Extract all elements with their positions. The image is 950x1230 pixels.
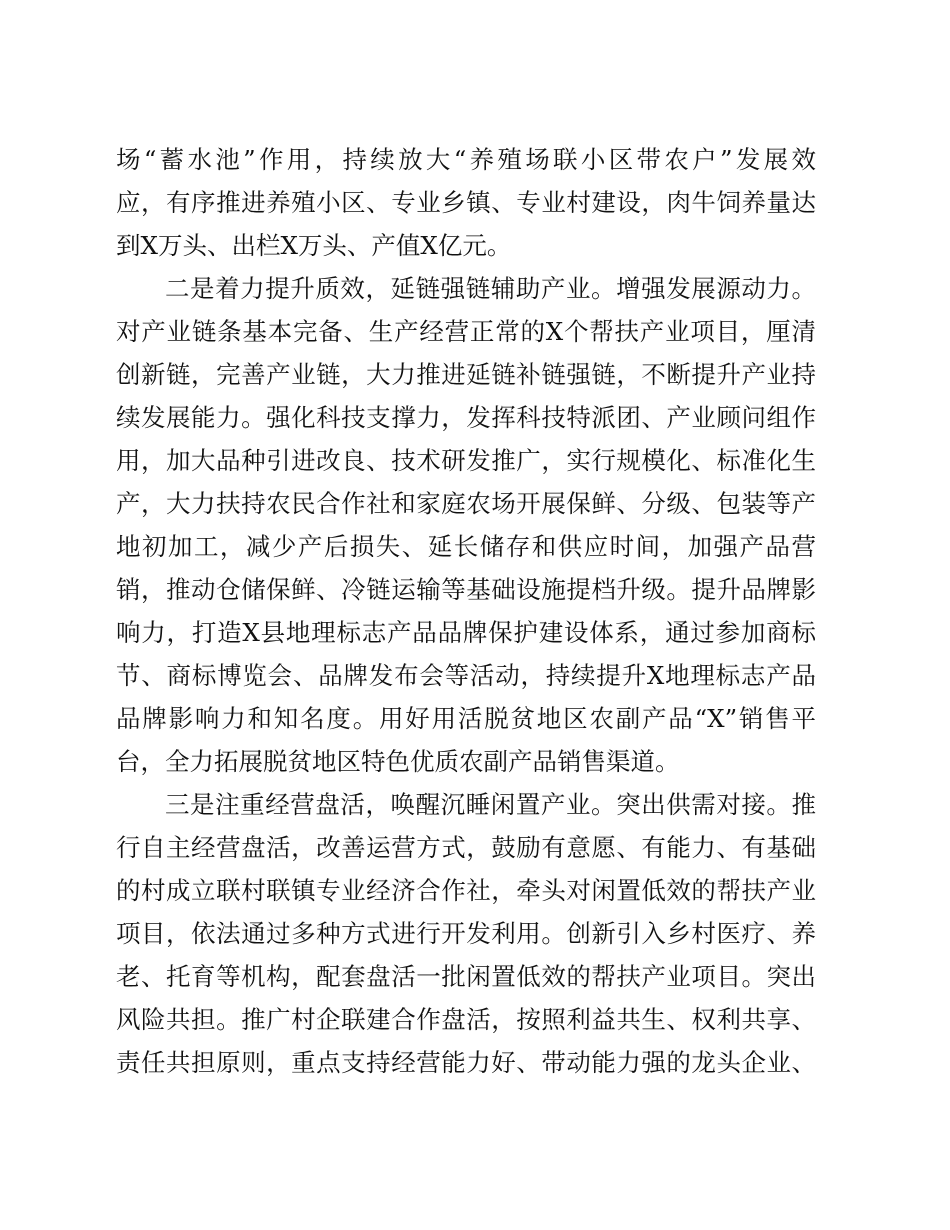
text-line: 行自主经营盘活，改善运营方式，鼓励有意愿、有能力、有基础 xyxy=(116,833,816,862)
text-line: 响力，打造X县地理标志产品品牌保护建设体系，通过参加商标 xyxy=(116,618,816,647)
text-line: 销，推动仓储保鲜、冷链运输等基础设施提档升级。提升品牌影 xyxy=(116,575,816,604)
text-line: 责任共担原则，重点支持经营能力好、带动能力强的龙头企业、 xyxy=(116,1048,816,1077)
text-line: 三是注重经营盘活，唤醒沉睡闲置产业。突出供需对接。推 xyxy=(165,790,816,819)
text-line: 风险共担。推广村企联建合作盘活，按照利益共生、权利共享、 xyxy=(116,1005,816,1034)
text-line: 地初加工，减少产后损失、延长储存和供应时间，加强产品营 xyxy=(116,532,816,561)
body-text xyxy=(116,138,816,1084)
text-line: 用，加大品种引进改良、技术研发推广，实行规模化、标准化生 xyxy=(116,446,816,475)
paragraph-1 xyxy=(116,138,816,267)
paragraph-3 xyxy=(116,783,816,1084)
text-line: 节、商标博览会、品牌发布会等活动，持续提升X地理标志产品 xyxy=(116,661,816,690)
text-line: 项目，依法通过多种方式进行开发利用。创新引入乡村医疗、养 xyxy=(116,919,816,948)
text-line: 创新链，完善产业链，大力推进延链补链强链，不断提升产业持 xyxy=(116,360,816,389)
text-line: 二是着力提升质效，延链强链辅助产业。增强发展源动力。 xyxy=(165,274,816,303)
text-line: 对产业链条基本完备、生产经营正常的X个帮扶产业项目，厘清 xyxy=(116,317,816,346)
text-line: 到X万头、出栏X万头、产值X亿元。 xyxy=(116,231,512,260)
text-line: 台，全力拓展脱贫地区特色优质农副产品销售渠道。 xyxy=(116,747,680,776)
text-line: 应，有序推进养殖小区、专业乡镇、专业村建设，肉牛饲养量达 xyxy=(116,188,816,217)
text-line: 品牌影响力和知名度。用好用活脱贫地区农副产品“X”销售平 xyxy=(116,704,816,733)
text-line: 老、托育等机构，配套盘活一批闲置低效的帮扶产业项目。突出 xyxy=(116,962,816,991)
text-line: 产，大力扶持农民合作社和家庭农场开展保鲜、分级、包装等产 xyxy=(116,489,816,518)
paragraph-2 xyxy=(116,267,816,783)
text-line: 续发展能力。强化科技支撑力，发挥科技特派团、产业顾问组作 xyxy=(116,403,816,432)
text-line: 场“蓄水池”作用，持续放大“养殖场联小区带农户”发展效 xyxy=(116,145,816,174)
text-line: 的村成立联村联镇专业经济合作社，牵头对闲置低效的帮扶产业 xyxy=(116,876,816,905)
